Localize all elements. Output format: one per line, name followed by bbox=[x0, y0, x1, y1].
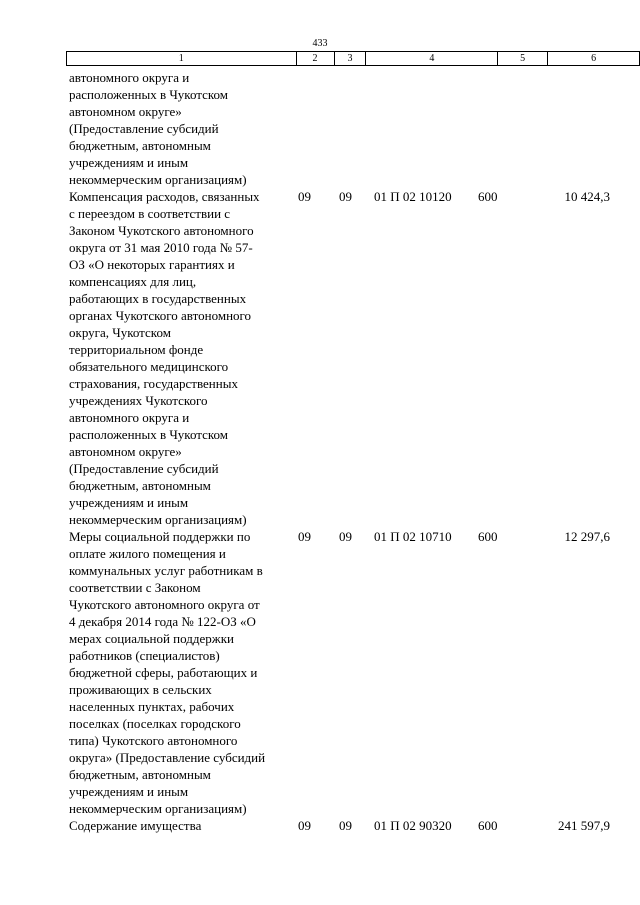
amount-value: 241 597,9 bbox=[558, 818, 610, 833]
description-line: Меры социальной поддержки по bbox=[69, 529, 251, 544]
description-line: учреждениям и иным bbox=[69, 155, 189, 170]
section-code: 09 bbox=[298, 529, 311, 544]
description-line: Компенсация расходов, связанных bbox=[69, 189, 260, 204]
description-line: учреждениям и иным bbox=[69, 784, 189, 799]
description-line: территориальном фонде bbox=[69, 342, 204, 357]
description-line: автономном округе» bbox=[69, 104, 182, 119]
description-line: округа» (Предоставление субсидий bbox=[69, 750, 266, 765]
description-line: бюджетным, автономным bbox=[69, 478, 211, 493]
column-header-4: 4 bbox=[366, 52, 498, 66]
amount-value: 12 297,6 bbox=[564, 529, 610, 544]
table-body bbox=[0, 69, 640, 834]
description-line: расположенных в Чукотском bbox=[69, 87, 229, 102]
description-line: 4 декабря 2014 года № 122-ОЗ «О bbox=[69, 614, 256, 629]
description-line: с переездом в соответствии с bbox=[69, 206, 231, 221]
description-line: некоммерческим организациям) bbox=[69, 512, 247, 527]
row-description bbox=[69, 69, 301, 188]
subsection-code: 09 bbox=[339, 818, 352, 833]
description-line: некоммерческим организациям) bbox=[69, 172, 247, 187]
description-line: поселках (поселках городского bbox=[69, 716, 241, 731]
description-line: бюджетной сферы, работающих и bbox=[69, 665, 258, 680]
amount-value: 10 424,3 bbox=[564, 189, 610, 204]
description-line: некоммерческим организациям) bbox=[69, 801, 247, 816]
table-row bbox=[0, 817, 640, 834]
section-code: 09 bbox=[298, 818, 311, 833]
expense-type-code: 600 bbox=[478, 529, 498, 544]
description-line: расположенных в Чукотском bbox=[69, 427, 229, 442]
column-header-table bbox=[66, 51, 640, 66]
description-line: учреждениях Чукотского bbox=[69, 393, 208, 408]
description-line: работников (специалистов) bbox=[69, 648, 220, 663]
description-line: страхования, государственных bbox=[69, 376, 238, 391]
description-line: типа) Чукотского автономного bbox=[69, 733, 238, 748]
description-line: Содержание имущества bbox=[69, 818, 202, 833]
target-article-code: 01 П 02 10710 bbox=[374, 529, 452, 544]
expense-type-code: 600 bbox=[478, 818, 498, 833]
column-header-6: 6 bbox=[548, 52, 640, 66]
description-line: работающих в государственных bbox=[69, 291, 247, 306]
description-line: (Предоставление субсидий bbox=[69, 121, 219, 136]
description-line: соответствии с Законом bbox=[69, 580, 201, 595]
description-line: автономного округа и bbox=[69, 410, 190, 425]
table-row bbox=[0, 528, 640, 817]
description-line: Законом Чукотского автономного bbox=[69, 223, 254, 238]
description-line: бюджетным, автономным bbox=[69, 138, 211, 153]
description-line: ОЗ «О некоторых гарантиях и bbox=[69, 257, 235, 272]
expense-type-code: 600 bbox=[478, 189, 498, 204]
description-line: автономном округе» bbox=[69, 444, 182, 459]
description-line: населенных пунктах, рабочих bbox=[69, 699, 235, 714]
description-line: округа, Чукотском bbox=[69, 325, 171, 340]
section-code: 09 bbox=[298, 189, 311, 204]
row-description bbox=[69, 817, 301, 834]
column-header-2: 2 bbox=[296, 52, 334, 66]
row-description bbox=[69, 188, 301, 528]
description-line: оплате жилого помещения и bbox=[69, 546, 226, 561]
column-header-1: 1 bbox=[67, 52, 297, 66]
description-line: компенсациях для лиц, bbox=[69, 274, 197, 289]
description-line: (Предоставление субсидий bbox=[69, 461, 219, 476]
column-header-5: 5 bbox=[498, 52, 548, 66]
page-number: 433 bbox=[312, 38, 328, 49]
subsection-code: 09 bbox=[339, 189, 352, 204]
description-line: автономного округа и bbox=[69, 70, 190, 85]
description-line: органах Чукотского автономного bbox=[69, 308, 252, 323]
description-line: обязательного медицинского bbox=[69, 359, 229, 374]
row-description bbox=[69, 528, 301, 817]
description-line: мерах социальной поддержки bbox=[69, 631, 235, 646]
target-article-code: 01 П 02 10120 bbox=[374, 189, 452, 204]
table-row bbox=[0, 69, 640, 188]
description-line: учреждениям и иным bbox=[69, 495, 189, 510]
description-line: проживающих в сельских bbox=[69, 682, 212, 697]
description-line: округа от 31 мая 2010 года № 57- bbox=[69, 240, 253, 255]
table-row bbox=[0, 188, 640, 528]
column-header-3: 3 bbox=[334, 52, 366, 66]
description-line: коммунальных услуг работникам в bbox=[69, 563, 263, 578]
subsection-code: 09 bbox=[339, 529, 352, 544]
description-line: Чукотского автономного округа от bbox=[69, 597, 260, 612]
description-line: бюджетным, автономным bbox=[69, 767, 211, 782]
column-header-row bbox=[67, 52, 640, 66]
target-article-code: 01 П 02 90320 bbox=[374, 818, 452, 833]
